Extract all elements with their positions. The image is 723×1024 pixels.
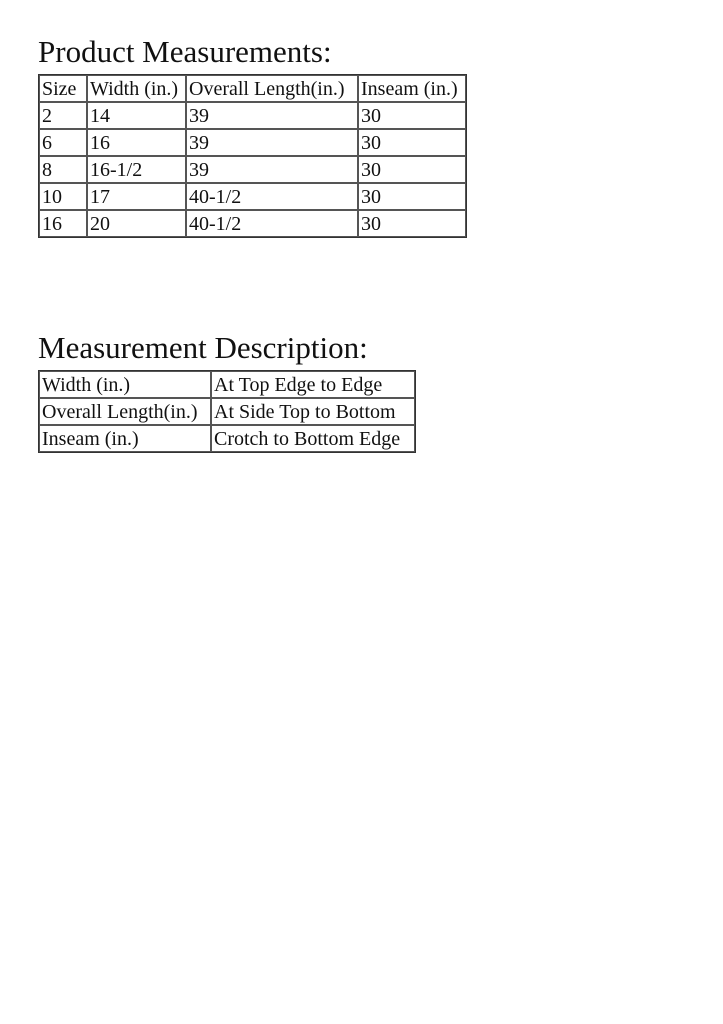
cell-width: 17 xyxy=(87,183,186,210)
cell-width: 20 xyxy=(87,210,186,237)
cell-measurement-name: Inseam (in.) xyxy=(39,425,211,452)
table-row xyxy=(39,183,466,210)
cell-measurement-description: Crotch to Bottom Edge xyxy=(211,425,415,452)
cell-size: 16 xyxy=(39,210,87,237)
cell-inseam: 30 xyxy=(358,210,466,237)
cell-inseam: 30 xyxy=(358,156,466,183)
cell-measurement-description: At Top Edge to Edge xyxy=(211,371,415,398)
cell-overall-length: 39 xyxy=(186,156,358,183)
header-size: Size xyxy=(39,75,87,102)
cell-measurement-name: Width (in.) xyxy=(39,371,211,398)
cell-size: 10 xyxy=(39,183,87,210)
cell-overall-length: 40-1/2 xyxy=(186,210,358,237)
table-row xyxy=(39,129,466,156)
cell-size: 6 xyxy=(39,129,87,156)
measurement-description-title: Measurement Description: xyxy=(38,330,368,365)
header-overall-length: Overall Length(in.) xyxy=(186,75,358,102)
cell-width: 16-1/2 xyxy=(87,156,186,183)
cell-overall-length: 40-1/2 xyxy=(186,183,358,210)
product-measurements-title: Product Measurements: xyxy=(38,34,332,69)
description-table xyxy=(38,370,416,453)
cell-size: 8 xyxy=(39,156,87,183)
header-inseam: Inseam (in.) xyxy=(358,75,466,102)
table-row xyxy=(39,156,466,183)
cell-overall-length: 39 xyxy=(186,102,358,129)
cell-measurement-name: Overall Length(in.) xyxy=(39,398,211,425)
product-measurements-section xyxy=(38,34,467,238)
measurement-description-section xyxy=(38,330,416,453)
cell-inseam: 30 xyxy=(358,129,466,156)
cell-width: 14 xyxy=(87,102,186,129)
cell-inseam: 30 xyxy=(358,183,466,210)
table-row xyxy=(39,210,466,237)
table-row xyxy=(39,398,415,425)
table-row xyxy=(39,371,415,398)
table-row xyxy=(39,425,415,452)
cell-width: 16 xyxy=(87,129,186,156)
cell-overall-length: 39 xyxy=(186,129,358,156)
header-width: Width (in.) xyxy=(87,75,186,102)
table-row xyxy=(39,102,466,129)
cell-inseam: 30 xyxy=(358,102,466,129)
measurements-table xyxy=(38,74,467,238)
cell-measurement-description: At Side Top to Bottom xyxy=(211,398,415,425)
table-header-row xyxy=(39,75,466,102)
cell-size: 2 xyxy=(39,102,87,129)
